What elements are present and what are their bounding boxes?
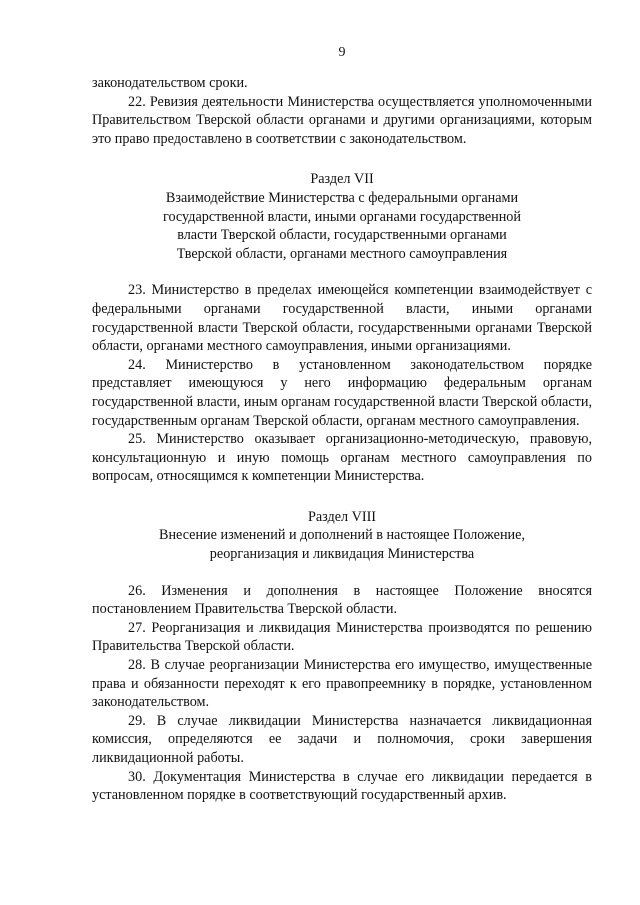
- section-7-heading-line: государственной власти, иными органами государственной: [163, 208, 521, 225]
- paragraph-27: 27. Реорганизация и ликвидация Министерства производятся по решению Правительства Тверской области.: [92, 619, 592, 655]
- paragraph-24: 24. Министерство в установленном законодательством порядке представляет имеющуюся у него информацию федеральным органам государственной власти, иным органам государственной власти Тверской области, государственным органам Тверской области, органам местного самоуправления.: [92, 356, 592, 429]
- paragraph-22: 22. Ревизия деятельности Министерства осуществляется уполномоченными Правительством Тверской области органами и другими организациями, которым это право предоставлено в соответствии с законодательством.: [92, 93, 592, 147]
- section-7-heading-line: Взаимодействие Министерства с федеральными органами: [165, 189, 519, 206]
- paragraph-25: 25. Министерство оказывает организационно-методическую, правовую, консультационную и иную помощь органам местного самоуправления по вопросам, относящимся к компетенции Министерства.: [92, 431, 592, 485]
- paragraph-21-end: законодательством сроки.: [92, 75, 248, 91]
- paragraph-23: 23. Министерство в пределах имеющейся компетенции взаимодействует с федеральными органами государственной власти, иными органами государственной власти Тверской области, государственными органами Тверской области, органами местного самоуправления, иными организациями.: [92, 282, 592, 355]
- section-7-heading: [92, 189, 592, 263]
- paragraph-26: 26. Изменения и дополнения в настоящее Положение вносятся постановлением Правительства Тверской области.: [92, 582, 592, 618]
- page-number: 9: [338, 45, 346, 60]
- page-content: [92, 74, 592, 805]
- section-7-heading-line: власти Тверской области, государственными органами: [177, 227, 507, 244]
- section-8-heading: [92, 526, 592, 563]
- section-8-heading-line: Внесение изменений и дополнений в настоящее Положение,: [158, 527, 525, 544]
- section-8-heading-line: реорганизация и ликвидация Министерства: [209, 546, 475, 563]
- section-8: [92, 508, 592, 805]
- paragraph-28: 28. В случае реорганизации Министерства его имущество, имущественные права и обязанности переходят к его правопреемнику в порядке, установленном законодательством.: [92, 657, 592, 711]
- paragraph-29: 29. В случае ликвидации Министерства назначается ликвидационная комиссия, определяются ее задачи и полномочия, сроки завершения ликвидационной работы.: [92, 712, 592, 766]
- paragraph-30: 30. Документация Министерства в случае его ликвидации передается в установленном порядке в соответствующий государственный архив.: [92, 768, 592, 804]
- section-8-title: Раздел VIII: [307, 508, 377, 525]
- section-7-title: Раздел VII: [310, 171, 374, 188]
- section-7-heading-line: Тверской области, органами местного самоуправления: [176, 245, 508, 262]
- section-7: [92, 170, 592, 486]
